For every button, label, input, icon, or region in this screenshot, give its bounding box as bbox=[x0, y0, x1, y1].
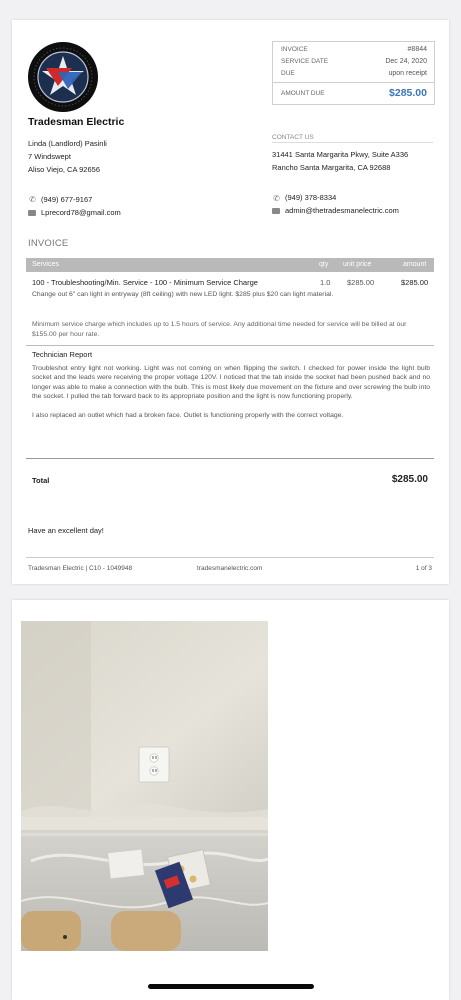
technician-report-paragraph: I also replaced an outlet which had a broken face. Outlet is functioning properly with the correct voltage. bbox=[32, 411, 344, 419]
due-label: DUE bbox=[281, 70, 295, 77]
mail-icon bbox=[28, 210, 36, 216]
customer-phone[interactable]: (949) 677-9167 bbox=[41, 195, 93, 204]
service-date-label: SERVICE DATE bbox=[281, 58, 329, 65]
technician-report-paragraph: Troubleshot entry light not working. Light was not coming on when flipping the switch. I checked for power inside the light bulb socket and the leads were receiving the proper voltage 120V. I noticed that the tab inside the socket had been pushed back and no longer was able to make a connection with the bulb. This is most likely due movement on the fixture and over screwing the bulb into the socket. I pulled the tab forward back to its appropriate position and the light is now functioning properly. bbox=[32, 365, 430, 401]
divider bbox=[26, 458, 434, 459]
invoice-label: INVOICE bbox=[281, 46, 308, 53]
closing-message: Have an excellent day! bbox=[28, 526, 104, 535]
home-indicator[interactable] bbox=[148, 984, 314, 989]
header-unit-price: unit price bbox=[343, 261, 372, 268]
row-unit-price: $285.00 bbox=[347, 278, 375, 287]
amount-due-value: $285.00 bbox=[389, 87, 427, 99]
row-amount: $285.00 bbox=[401, 278, 429, 287]
header-amount: amount bbox=[403, 261, 427, 268]
customer-street: 7 Windswept bbox=[28, 152, 71, 161]
total-label: Total bbox=[32, 476, 50, 485]
company-logo bbox=[28, 42, 98, 112]
customer-name: Linda (Landlord) Pasinli bbox=[28, 139, 107, 148]
job-photo bbox=[21, 621, 268, 951]
company-email[interactable]: admin@thetradesmanelectric.com bbox=[285, 205, 399, 215]
contact-heading: CONTACT US bbox=[272, 134, 433, 143]
footer-page-number: 1 of 3 bbox=[415, 565, 432, 572]
customer-address bbox=[28, 137, 107, 176]
technician-report-body bbox=[32, 364, 430, 429]
header-qty: qty bbox=[319, 261, 329, 268]
invoice-page-2 bbox=[12, 600, 449, 1000]
service-date: Dec 24, 2020 bbox=[385, 58, 427, 65]
phone-icon: ✆ bbox=[273, 193, 280, 203]
invoice-number: #8844 bbox=[407, 46, 427, 53]
contact-city: Rancho Santa Margarita, CA 92688 bbox=[272, 162, 391, 172]
company-contact bbox=[272, 192, 399, 217]
invoice-section-title: INVOICE bbox=[28, 238, 69, 249]
footer-license: Tradesman Electric | C10 - 1049948 bbox=[28, 565, 133, 572]
due-value: upon receipt bbox=[388, 70, 427, 77]
invoice-meta-box bbox=[272, 41, 435, 105]
amount-due-label: AMOUNT DUE bbox=[281, 90, 325, 97]
customer-contact bbox=[28, 193, 121, 219]
phone-icon: ✆ bbox=[29, 195, 36, 204]
divider bbox=[26, 345, 434, 346]
row-description: Change out 6" can light in entryway (8ft ceiling) with new LED light. $285 plus $20 can light material. bbox=[32, 291, 334, 298]
customer-city: Aliso Viejo, CA 92656 bbox=[28, 165, 100, 174]
services-table-header bbox=[26, 258, 434, 272]
page-footer bbox=[26, 557, 434, 572]
contact-address bbox=[272, 149, 408, 174]
mail-icon bbox=[272, 208, 280, 214]
row-service: 100 - Troubleshooting/Min. Service - 100 - Minimum Service Charge bbox=[32, 278, 258, 287]
footer-website[interactable]: tradesmanelectric.com bbox=[197, 565, 263, 572]
company-phone[interactable]: (949) 378-8334 bbox=[285, 193, 337, 202]
row-qty: 1.0 bbox=[320, 278, 331, 287]
service-note: Minimum service charge which includes up to 1.5 hours of service. Any additional time needed for service will be billed at our $155.00 per hour rate. bbox=[32, 321, 407, 338]
customer-email[interactable]: Lprecord78@gmail.com bbox=[41, 208, 121, 217]
company-name: Tradesman Electric bbox=[28, 116, 125, 128]
technician-report-title: Technician Report bbox=[32, 350, 93, 359]
total-value: $285.00 bbox=[391, 474, 428, 485]
amount-due-row bbox=[273, 82, 434, 104]
contact-street: 31441 Santa Margarita Pkwy, Suite A336 bbox=[272, 150, 409, 159]
invoice-page-1 bbox=[12, 20, 449, 584]
header-services: Services bbox=[32, 261, 59, 268]
